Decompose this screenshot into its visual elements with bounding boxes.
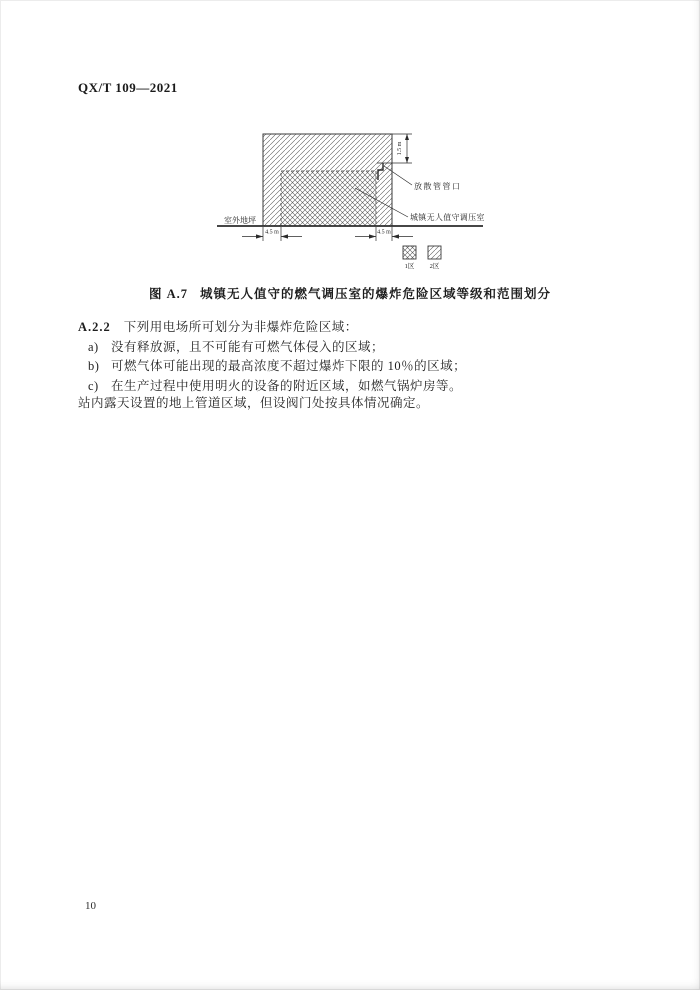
clause-number: A.2.2 [78, 320, 111, 334]
figure-a7-diagram [195, 120, 515, 280]
regulator-room-label: 城镇无人值守调压室 [410, 213, 485, 222]
dimension-bottom-right-label: 4.5 m [377, 229, 391, 236]
dimension-bottom-left-label: 4.5 m [265, 229, 279, 236]
page-number: 10 [85, 900, 96, 912]
list-item-a-marker: a) [88, 340, 99, 354]
legend-zone1-label: 1区 [404, 263, 415, 270]
list-item-a [88, 337, 384, 355]
list-item-c-text: 在生产过程中使用明火的设备的附近区域，如燃气锅炉房等。 [111, 379, 463, 393]
legend-zone1-swatch [403, 246, 416, 259]
doc-number: QX/T 109—2021 [78, 80, 178, 95]
closing-paragraph: 站内露天设置的地上管道区域，但设阀门处按具体情况确定。 [78, 396, 430, 410]
legend [403, 246, 441, 270]
vent-outlet-label: 放散管管口 [414, 182, 462, 191]
clause-text: 下列用电场所可划分为非爆炸危险区域： [123, 320, 358, 334]
ground-level-label: 室外地坪 [224, 216, 256, 225]
list-item-c [88, 376, 462, 394]
legend-zone2-label: 2区 [429, 263, 440, 270]
legend-zone2-swatch [428, 246, 441, 259]
figure-caption [0, 284, 700, 302]
zone1-region [281, 171, 376, 226]
clause-a22 [78, 317, 358, 335]
dimension-top-height-label: 1.5 m [397, 141, 403, 156]
list-item-b [88, 356, 466, 374]
list-item-c-marker: c) [88, 379, 99, 393]
list-item-b-marker: b) [88, 359, 100, 373]
list-item-a-text: 没有释放源，且不可能有可燃气体侵入的区域； [111, 340, 385, 354]
list-item-b-text: 可燃气体可能出现的最高浓度不超过爆炸下限的 10％的区域； [111, 359, 467, 373]
figure-caption-text: 城镇无人值守的燃气调压室的爆炸危险区域等级和范围划分 [200, 287, 552, 301]
figure-caption-label: 图 A.7 [148, 287, 188, 301]
